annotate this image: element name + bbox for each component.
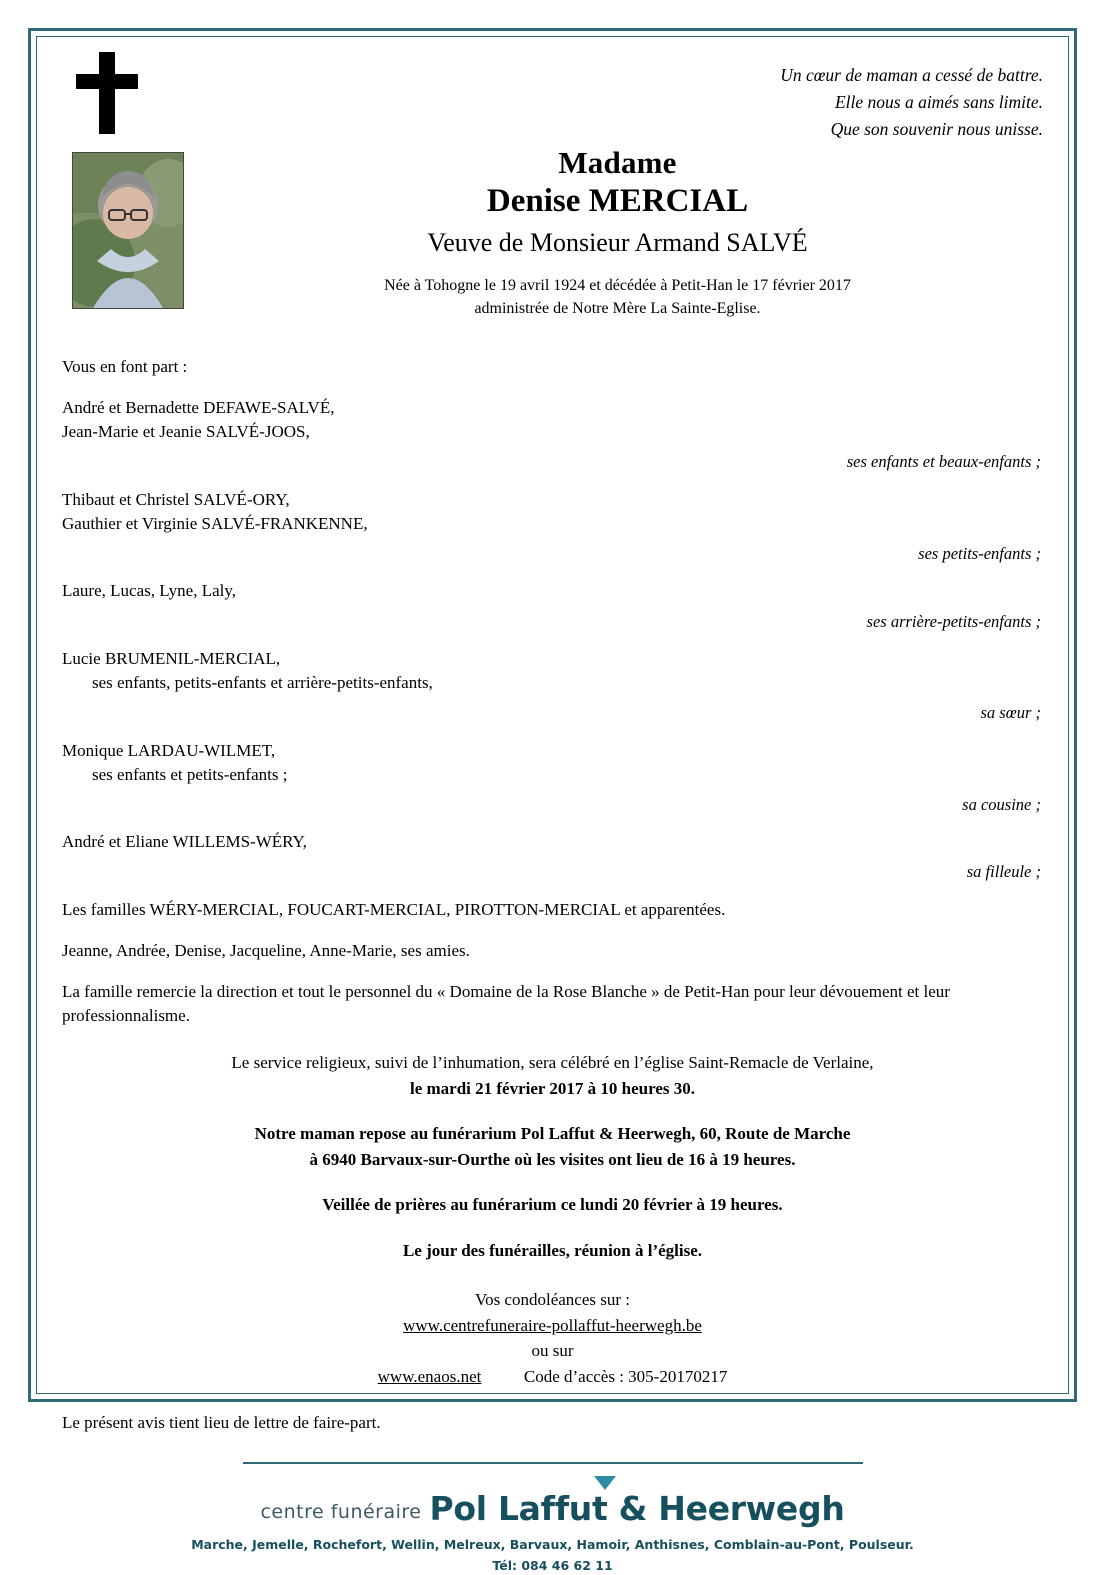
funerarium-line-1: Notre maman repose au funérarium Pol Laffut & Heerwegh, 60, Route de Marche bbox=[254, 1124, 851, 1144]
spouse-line: Veuve de Monsieur Armand SALVÉ bbox=[427, 227, 808, 257]
relative-name: Jean-Marie et Jeanie SALVÉ-JOOS, bbox=[62, 422, 310, 442]
relative-group-4 bbox=[62, 647, 1043, 725]
relative-name: André et Bernadette DEFAWE-SALVÉ, bbox=[62, 398, 335, 418]
funerarium-line-2: à 6940 Barvaux-sur-Ourthe où les visites ont lieu de 16 à 19 heures. bbox=[309, 1149, 796, 1169]
cross-icon bbox=[72, 52, 142, 134]
announce-intro: Vous en font part : bbox=[62, 357, 188, 376]
relative-role: sa cousine ; bbox=[962, 794, 1041, 814]
relative-name: Thibaut et Christel SALVÉ-ORY, bbox=[62, 489, 290, 509]
reunion-line: Le jour des funérailles, réunion à l’église. bbox=[402, 1240, 703, 1260]
relative-role: sa filleule ; bbox=[966, 862, 1041, 882]
logo-subtitle: centre funéraire bbox=[260, 1501, 422, 1524]
condolences-code-row bbox=[378, 1364, 728, 1390]
enaos-site-link[interactable]: www.enaos.net bbox=[377, 1366, 482, 1386]
relative-group-5 bbox=[62, 739, 1043, 817]
header-row bbox=[62, 50, 1043, 140]
service-details bbox=[62, 1050, 1043, 1263]
body-text bbox=[62, 355, 1043, 1575]
relative-subnames: ses enfants, petits-enfants et arrière-petits-enfants, bbox=[92, 673, 433, 693]
epigraph bbox=[780, 62, 1043, 143]
condolences-label: Vos condoléances sur : bbox=[474, 1290, 631, 1310]
relative-name: Laure, Lucas, Lyne, Laly, bbox=[62, 581, 237, 601]
relative-name: Lucie BRUMENIL-MERCIAL, bbox=[62, 649, 281, 669]
title-block bbox=[62, 144, 1043, 329]
final-note: Le présent avis tient lieu de lettre de faire-part. bbox=[62, 1413, 381, 1433]
relative-group-6 bbox=[62, 830, 1043, 884]
service-line-1: Le service religieux, suivi de l’inhumation, sera célébré en l’église Saint-Remacle de Verlaine, bbox=[231, 1053, 874, 1073]
service-datetime: le mardi 21 février 2017 à 10 heures 30. bbox=[409, 1078, 695, 1098]
relative-role: ses arrière-petits-enfants ; bbox=[866, 611, 1041, 631]
logo-title: Pol Laffut & Heerwegh bbox=[429, 1488, 845, 1528]
portrait-photo bbox=[72, 152, 184, 309]
relative-name: Monique LARDAU-WILMET, bbox=[62, 740, 276, 760]
relative-role: ses enfants et beaux-enfants ; bbox=[846, 452, 1041, 472]
triangle-icon bbox=[594, 1476, 616, 1490]
relative-role: sa sœur ; bbox=[980, 703, 1041, 723]
relative-group-3 bbox=[62, 579, 1043, 633]
footer-divider bbox=[243, 1462, 863, 1464]
relative-name: Gauthier et Virginie SALVÉ-FRANKENNE, bbox=[62, 513, 368, 533]
vigil-line: Veillée de prières au funérarium ce lundi 20 février à 19 heures. bbox=[322, 1195, 783, 1215]
thanks-paragraph: La famille remercie la direction et tout le personnel du « Domaine de la Rose Blanche » de Petit-Han pour leur dévouement et leur professionnalisme. bbox=[62, 982, 950, 1026]
honorific: Madame bbox=[558, 145, 677, 180]
title-text bbox=[62, 144, 1043, 320]
deceased-name: Denise MERCIAL bbox=[486, 182, 749, 219]
access-code: Code d’accès : 305-20170217 bbox=[523, 1366, 728, 1386]
families-line: Les familles WÉRY-MERCIAL, FOUCART-MERCIAL, PIROTTON-MERCIAL et apparentées. bbox=[62, 899, 726, 919]
epigraph-line-2: Elle nous a aimés sans limite. bbox=[834, 92, 1043, 113]
footer bbox=[62, 1462, 1043, 1575]
relative-group-2 bbox=[62, 488, 1043, 566]
relative-group-1 bbox=[62, 396, 1043, 474]
condolences-block bbox=[62, 1287, 1043, 1389]
relative-name: André et Eliane WILLEMS-WÉRY, bbox=[62, 832, 307, 852]
birth-death-line: Née à Tohogne le 19 avril 1924 et décédée à Petit-Han le 17 février 2017 bbox=[384, 276, 851, 294]
footer-towns: Marche, Jemelle, Rochefort, Wellin, Melreux, Barvaux, Hamoir, Anthisnes, Comblain-au-Pont, Poulseur. bbox=[191, 1537, 914, 1553]
epigraph-line-1: Un cœur de maman a cessé de battre. bbox=[780, 65, 1043, 85]
footer-telephone: Tél: 084 46 62 11 bbox=[492, 1558, 613, 1574]
card-content bbox=[62, 50, 1043, 1575]
condolences-or: ou sur bbox=[531, 1341, 574, 1361]
friends-line: Jeanne, Andrée, Denise, Jacqueline, Anne-Marie, ses amies. bbox=[62, 941, 470, 961]
relative-role: ses petits-enfants ; bbox=[918, 544, 1041, 564]
sacrament-line: administrée de Notre Mère La Sainte-Eglise. bbox=[474, 299, 761, 317]
relative-subnames: ses enfants et petits-enfants ; bbox=[92, 764, 288, 784]
condolences-site-link[interactable]: www.centrefuneraire-pollaffut-heerwegh.be bbox=[403, 1315, 702, 1335]
epigraph-line-3: Que son souvenir nous unisse. bbox=[830, 119, 1043, 140]
funeral-home-logo bbox=[62, 1486, 1043, 1533]
